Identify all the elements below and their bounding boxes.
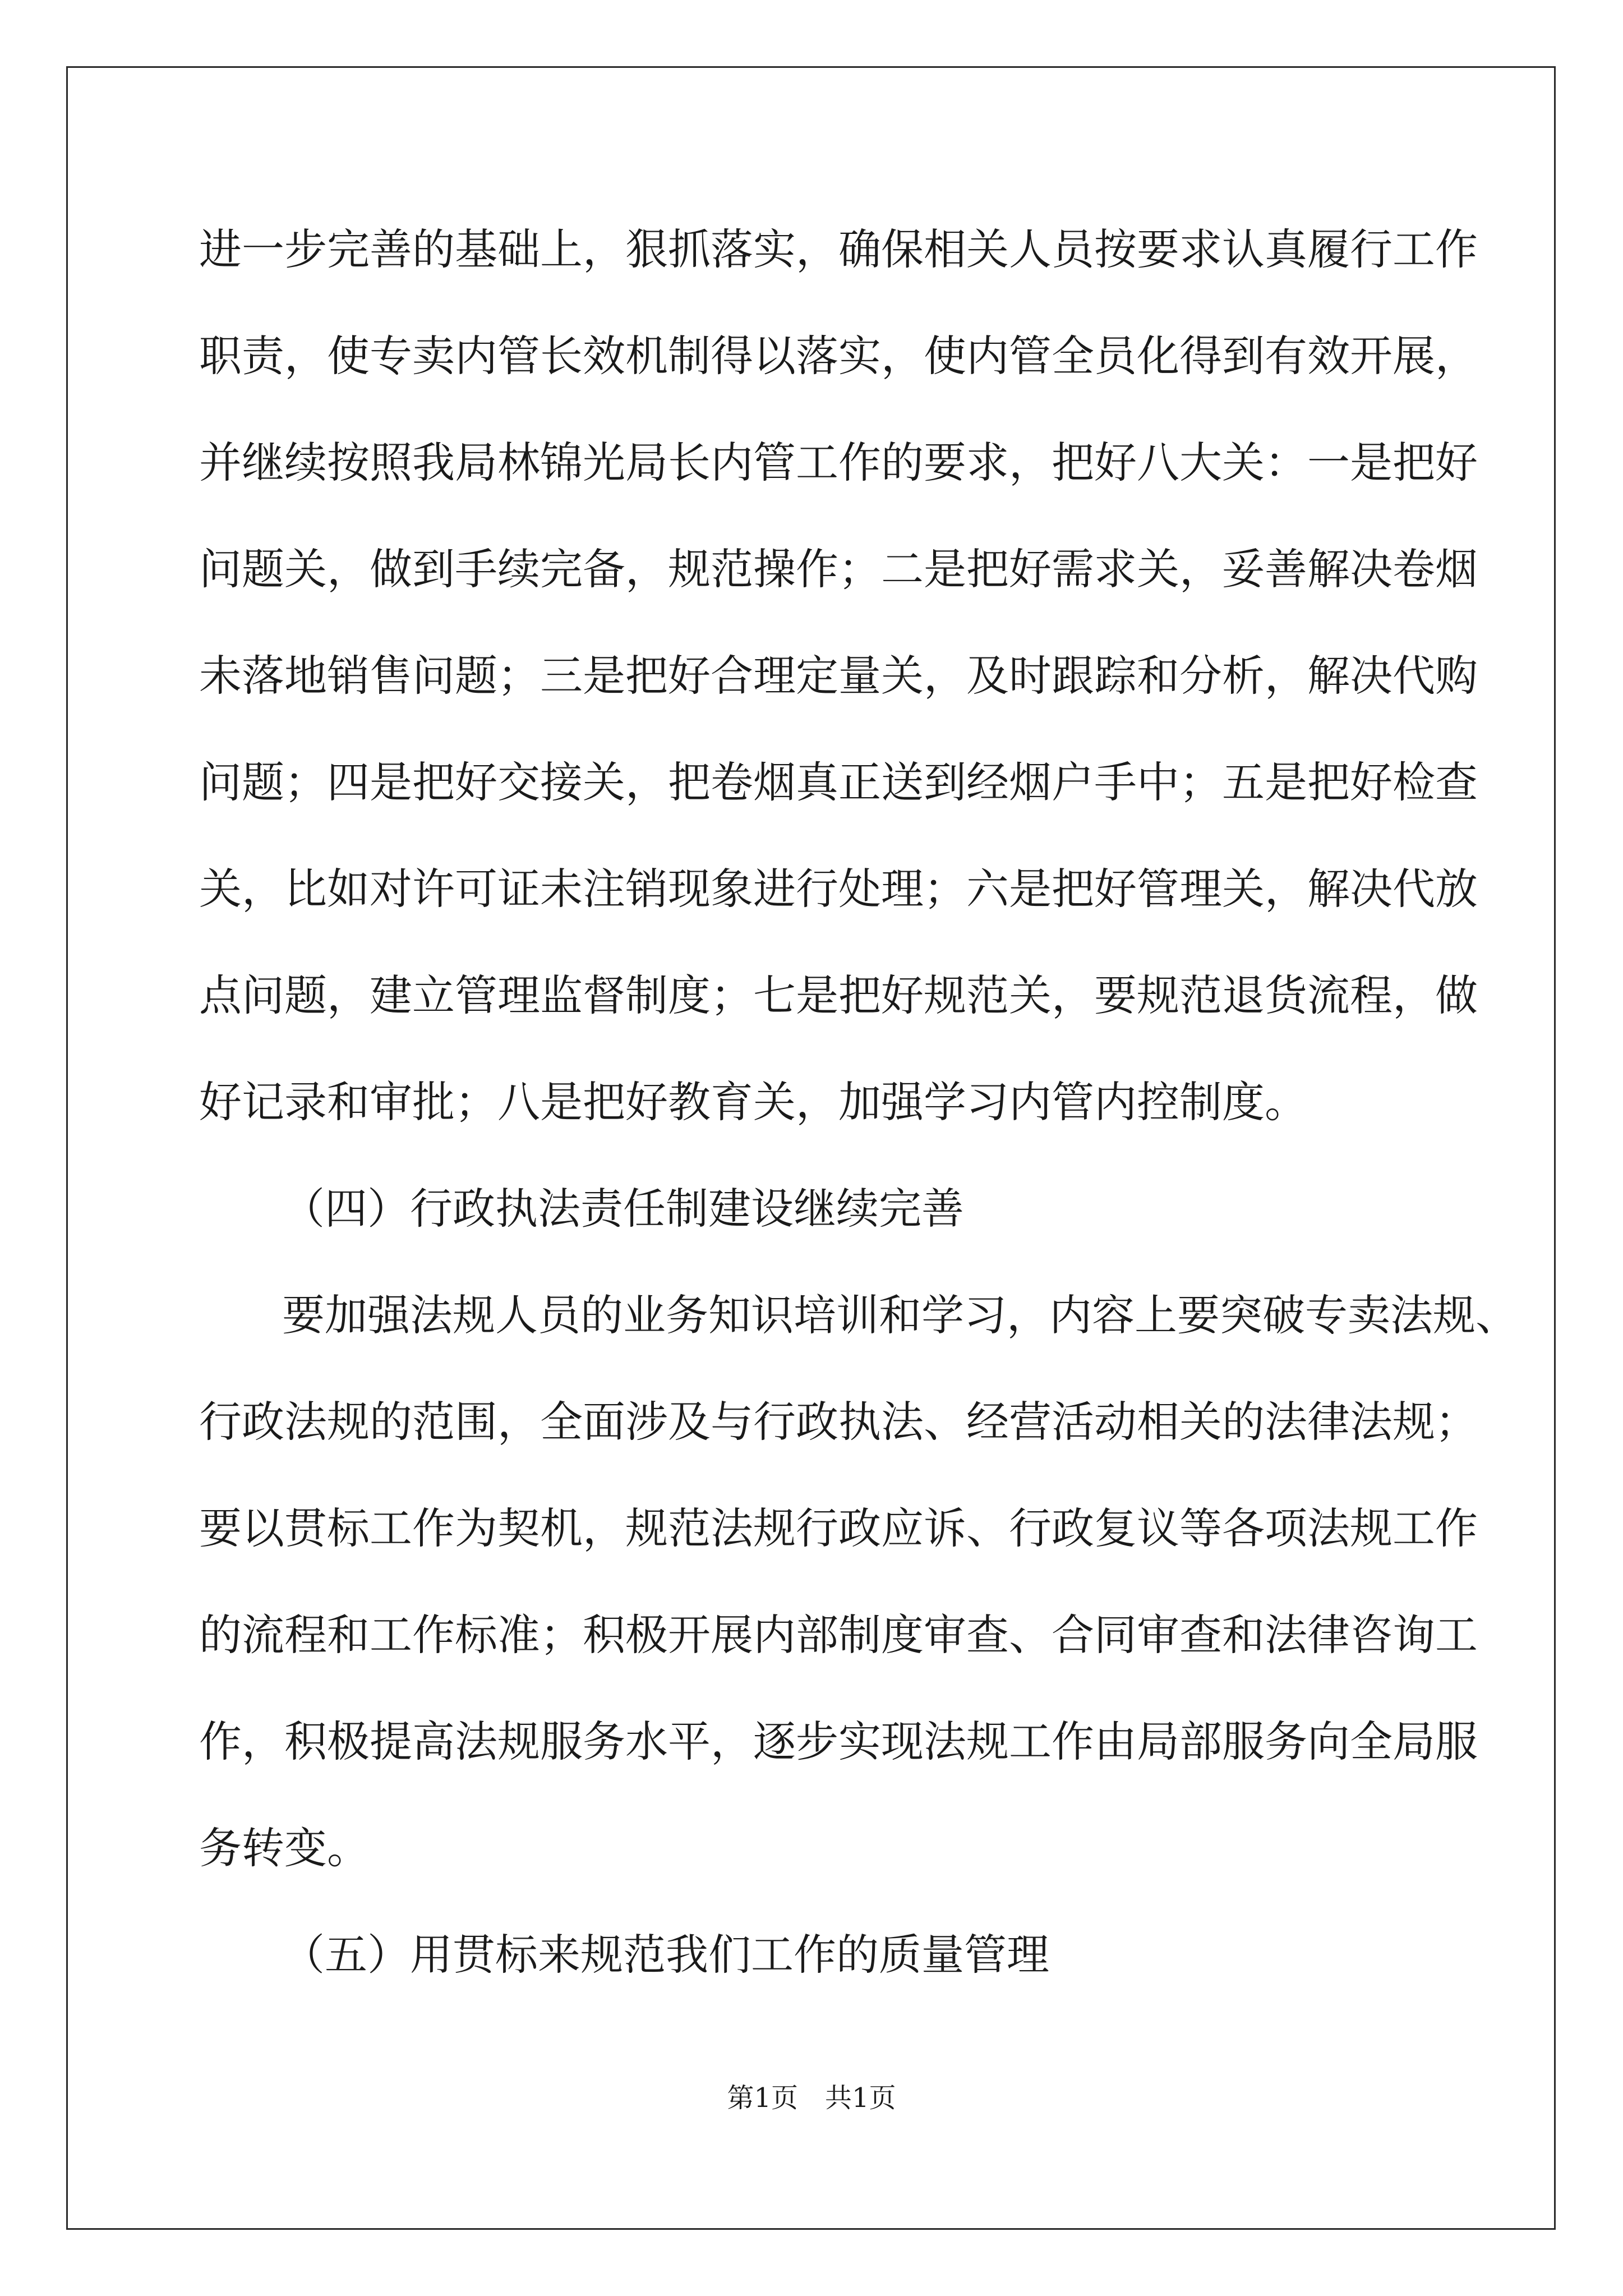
body-line: 职责，使专卖内管长效机制得以落实，使内管全员化得到有效开展， <box>199 331 1478 381</box>
body-line: 进一步完善的基础上，狠抓落实，确保相关人员按要求认真履行工作 <box>199 224 1478 274</box>
body-line: 好记录和审批；八是把好教育关，加强学习内管内控制度。 <box>199 1077 1307 1127</box>
body-line: 未落地销售问题；三是把好合理定量关，及时跟踪和分析，解决代购 <box>199 651 1478 701</box>
body-line: 要加强法规人员的业务知识培训和学习，内容上要突破专卖法规、 <box>282 1290 1518 1340</box>
body-line: 务转变。 <box>199 1823 370 1873</box>
page-footer <box>0 2081 1623 2115</box>
body-line: 要以贯标工作为契机，规范法规行政应诉、行政复议等各项法规工作 <box>199 1503 1478 1553</box>
body-line: 行政法规的范围，全面涉及与行政执法、经营活动相关的法律法规； <box>199 1397 1478 1447</box>
page-number: 第1页 共1页 <box>727 2082 896 2114</box>
body-line: 关，比如对许可证未注销现象进行处理；六是把好管理关，解决代放 <box>199 864 1478 914</box>
section-heading: （五）用贯标来规范我们工作的质量管理 <box>282 1930 1049 1980</box>
body-line: 问题关，做到手续完备，规范操作；二是把好需求关，妥善解决卷烟 <box>199 544 1478 594</box>
body-line: 的流程和工作标准；积极开展内部制度审查、合同审查和法律咨询工 <box>199 1610 1478 1660</box>
body-line: 并继续按照我局林锦光局长内管工作的要求，把好八大关：一是把好 <box>199 438 1478 487</box>
section-heading: （四）行政执法责任制建设继续完善 <box>282 1184 964 1234</box>
body-line: 作，积极提高法规服务水平，逐步实现法规工作由局部服务向全局服 <box>199 1717 1478 1766</box>
body-line: 问题；四是把好交接关，把卷烟真正送到经烟户手中；五是把好检查 <box>199 757 1478 807</box>
document-body <box>199 196 1518 2008</box>
body-line: 点问题，建立管理监督制度；七是把好规范关，要规范退货流程，做 <box>199 970 1478 1020</box>
